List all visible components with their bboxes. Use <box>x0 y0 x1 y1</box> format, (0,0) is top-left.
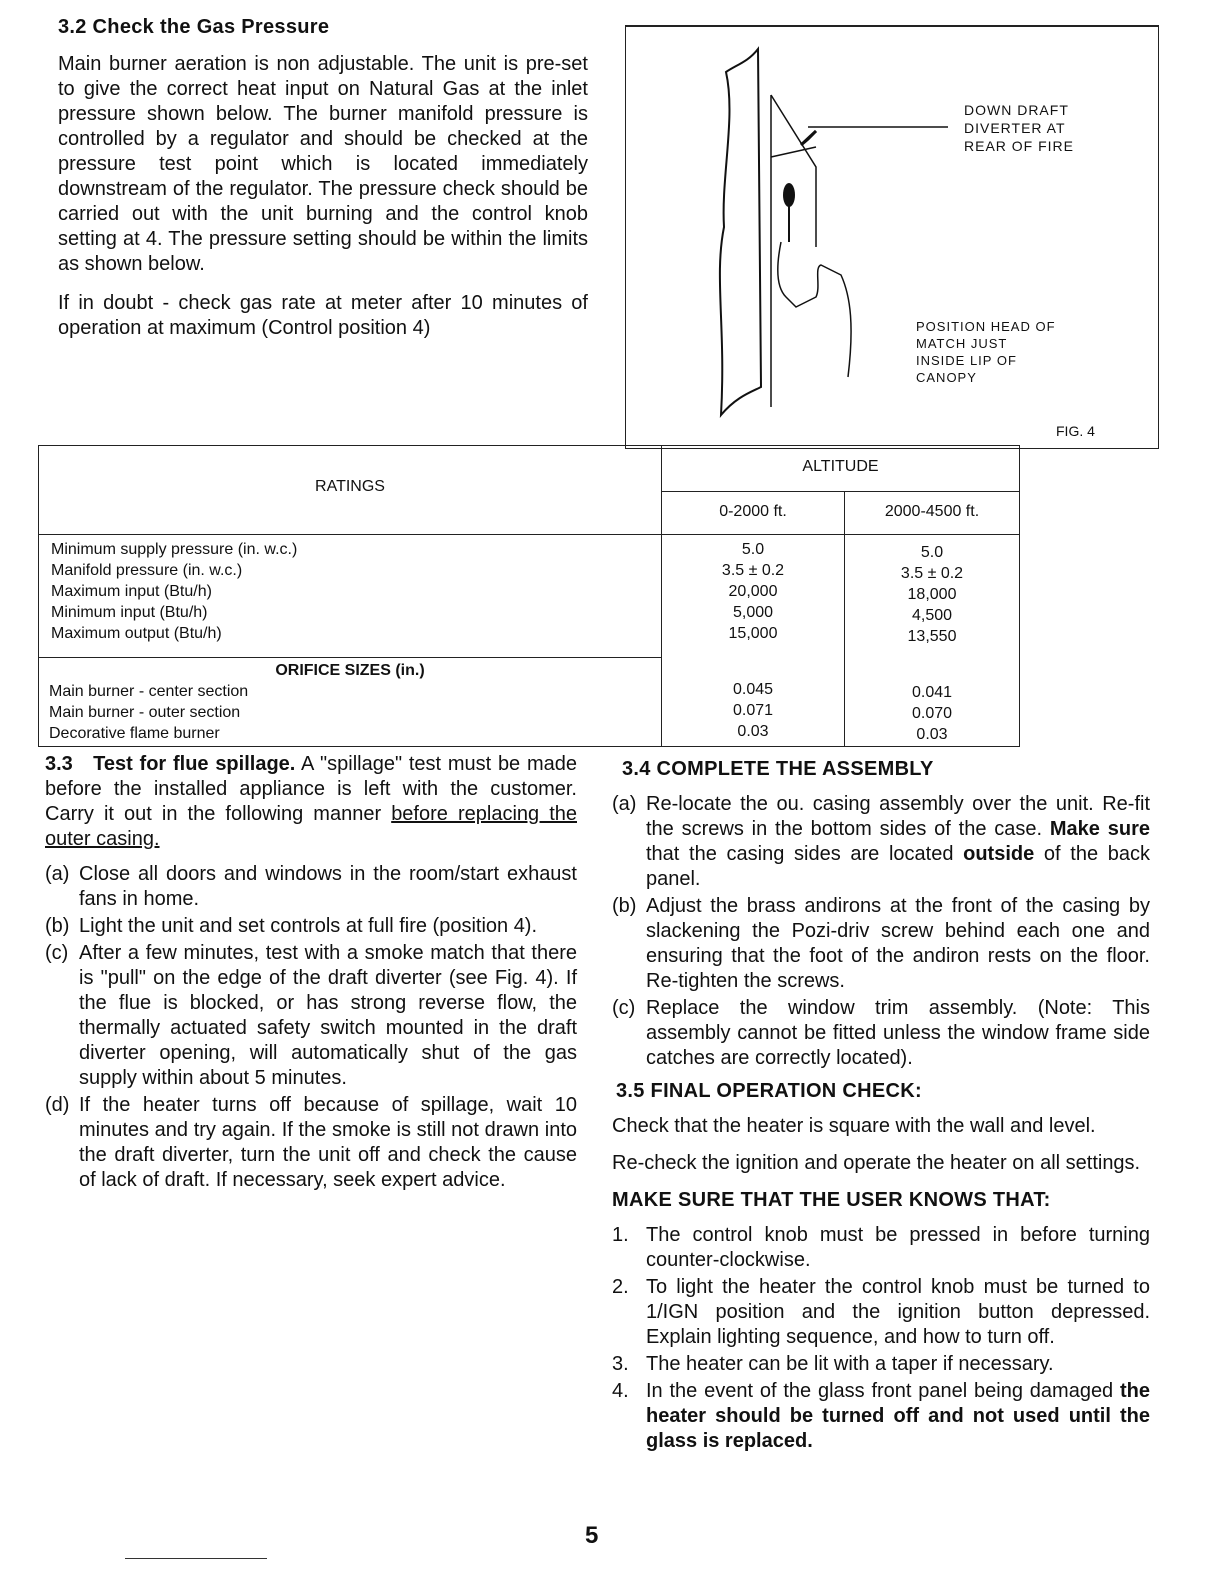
section-3-2-title: 3.2 Check the Gas Pressure <box>58 16 330 38</box>
section-3-3 <box>45 752 577 1195</box>
match-test-illustration <box>626 27 1158 448</box>
rating-value: 4,500 <box>911 607 953 624</box>
rating-label: Minimum input (Btu/h) <box>51 604 208 621</box>
label-down-draft-diverter: DOWN DRAFT DIVERTER AT REAR OF FIRE <box>964 102 1075 154</box>
paragraph: If in doubt - check gas rate at meter after 10 minutes of operation at maximum (Control position 4) <box>58 292 588 339</box>
footnote-rule <box>125 1558 267 1559</box>
orifice-label: Main burner - outer section <box>49 704 241 721</box>
emphasis: Make sure <box>1049 818 1150 840</box>
ratings-table <box>38 445 1020 747</box>
orifice-header-text: ORIFICE SIZES <box>275 662 391 679</box>
ratings-header-cell <box>39 446 662 535</box>
column-header-2000-4500: 2000-4500 ft. <box>845 491 1020 534</box>
paragraph: Main burner aeration is non adjustable. The unit is pre-set to give the correct heat input on Natural Gas at the inlet pressure shown below. The burner manifold pressure is controlled by a regulator and should be checked at the pressure test point which is located immediately downstream of the regulator. The pressure check should be carried out with the unit burning and the control knob setting at 4. The pressure setting should be within the limits as shown below. <box>58 53 588 275</box>
intro-text: A "spillage" test must be made before the installed appliance is left with the customer. Carry it out in the following manner <box>45 753 577 825</box>
emphasis: the heater should be turned off and not used until the glass is replaced. <box>646 1380 1150 1452</box>
item-text: of the back panel. <box>646 843 1151 890</box>
orifice-value: 0.03 <box>916 726 948 743</box>
orifice-value: 0.041 <box>911 684 953 701</box>
altitude-header: ALTITUDE <box>662 446 1020 492</box>
item-mark: 3. <box>612 1353 629 1375</box>
orifice-value: 0.070 <box>911 705 953 722</box>
item-mark: (c) <box>612 997 636 1019</box>
list-item <box>45 914 577 939</box>
user-knows-list <box>612 1223 1150 1454</box>
rating-value: 15,000 <box>728 625 778 642</box>
list-item <box>612 1379 1150 1454</box>
rating-value: 13,550 <box>907 628 957 645</box>
item-text: Adjust the brass andirons at the front of the casing by slackening the Pozi-driv screw behind each one and ensuring that the foot of the andiron rests on the floor. Re-tighten the screws. <box>646 895 1150 992</box>
section-3-4-title: 3.4 COMPLETE THE ASSEMBLY <box>622 758 934 780</box>
orifice-unit: (in.) <box>395 662 425 679</box>
rating-label: Maximum output (Btu/h) <box>51 625 222 642</box>
section-3-5-title: 3.5 FINAL OPERATION CHECK: <box>616 1080 922 1102</box>
assembly-steps <box>612 792 1150 1071</box>
figure-4 <box>625 25 1159 449</box>
section-3-2-body <box>58 52 588 349</box>
list-item <box>612 1223 1150 1273</box>
list-item <box>612 1352 1150 1377</box>
ratings-labels <box>39 535 662 658</box>
item-text: To light the heater the control knob must be turned to 1/IGN position and the ignition button depressed. Explain lighting sequence, and how to turn off. <box>646 1276 1150 1348</box>
orifice-labels <box>39 658 662 747</box>
item-text: The heater can be lit with a taper if necessary. <box>646 1353 1054 1375</box>
list-item <box>45 941 577 1091</box>
paragraph: Check that the heater is square with the wall and level. <box>612 1115 1096 1137</box>
ratings-header: RATINGS <box>315 478 385 495</box>
rating-label: Minimum supply pressure (in. w.c.) <box>51 541 298 558</box>
item-mark: (a) <box>612 793 637 815</box>
list-item <box>612 1275 1150 1350</box>
intro-underlined: before replacing the outer casing. <box>45 803 577 850</box>
list-item <box>612 894 1150 994</box>
section-number: 3.3 <box>45 753 73 775</box>
item-text: that the casing sides are located <box>646 843 964 865</box>
page-number: 5 <box>585 1522 599 1549</box>
item-text: In the event of the glass front panel being damaged <box>646 1380 1120 1402</box>
orifice-label: Decorative flame burner <box>49 725 220 742</box>
rating-value: 18,000 <box>907 586 957 603</box>
user-knows-title: MAKE SURE THAT THE USER KNOWS THAT: <box>612 1189 1051 1211</box>
item-text: Light the unit and set controls at full fire (position 4). <box>79 915 538 937</box>
item-mark: (c) <box>45 942 69 964</box>
orifice-value: 0.071 <box>732 702 774 719</box>
paragraph: Re-check the ignition and operate the heater on all settings. <box>612 1152 1141 1174</box>
rating-value: 3.5 ± 0.2 <box>900 565 964 582</box>
item-text: After a few minutes, test with a smoke match that there is "pull" on the edge of the draft diverter (see Fig. 4). If the flue is blocked, or has strong reverse flow, the thermally actuated safety switch mounted in the draft diverter opening, will automatically shut of the gas supply within about 5 minutes. <box>79 942 577 1089</box>
values-0-2000 <box>662 535 845 747</box>
item-mark: 1. <box>612 1224 629 1246</box>
item-text: If the heater turns off because of spillage, wait 10 minutes and try again. If the smoke is still not drawn into the draft diverter, turn the unit off and check the cause of lack of draft. If necessary, seek expert advice. <box>79 1094 577 1191</box>
orifice-header <box>49 660 651 681</box>
rating-value: 20,000 <box>728 583 778 600</box>
item-mark: 2. <box>612 1276 629 1298</box>
item-text: Re-locate the ou. casing assembly over the unit. Re-fit the screws in the bottom sides of the case. <box>646 793 1150 840</box>
label-position-match: POSITION HEAD OF MATCH JUST INSIDE LIP OF CANOPY <box>916 319 1056 385</box>
figure-caption: FIG. 4 <box>1056 423 1095 439</box>
rating-value: 5,000 <box>732 604 774 621</box>
section-3-3-intro <box>45 752 577 852</box>
item-text: The control knob must be pressed in before turning counter-clockwise. <box>646 1224 1150 1271</box>
orifice-value: 0.045 <box>732 681 774 698</box>
rating-value: 3.5 ± 0.2 <box>721 562 785 579</box>
spillage-test-steps <box>45 862 577 1193</box>
rating-label: Maximum input (Btu/h) <box>51 583 212 600</box>
rating-label: Manifold pressure (in. w.c.) <box>51 562 243 579</box>
list-item <box>45 1093 577 1193</box>
orifice-value: 0.03 <box>737 723 769 740</box>
right-column <box>612 757 1150 1456</box>
rating-value: 5.0 <box>741 541 765 558</box>
item-mark: (a) <box>45 863 70 885</box>
values-2000-4500 <box>845 535 1020 747</box>
list-item <box>612 996 1150 1071</box>
column-header-0-2000: 0-2000 ft. <box>662 491 845 534</box>
section-3-3-title: Test for flue spillage. <box>93 753 296 775</box>
item-mark: (b) <box>45 915 70 937</box>
item-mark: (d) <box>45 1094 70 1116</box>
item-text: Close all doors and windows in the room/start exhaust fans in home. <box>79 863 577 910</box>
emphasis: outside <box>963 843 1035 865</box>
item-text: Replace the window trim assembly. (Note: This assembly cannot be fitted unless the window frame side catches are correctly located). <box>646 997 1150 1069</box>
list-item <box>612 792 1150 892</box>
rating-value: 5.0 <box>920 544 944 561</box>
orifice-label: Main burner - center section <box>49 683 249 700</box>
list-item <box>45 862 577 912</box>
item-mark: 4. <box>612 1380 629 1402</box>
item-mark: (b) <box>612 895 637 917</box>
